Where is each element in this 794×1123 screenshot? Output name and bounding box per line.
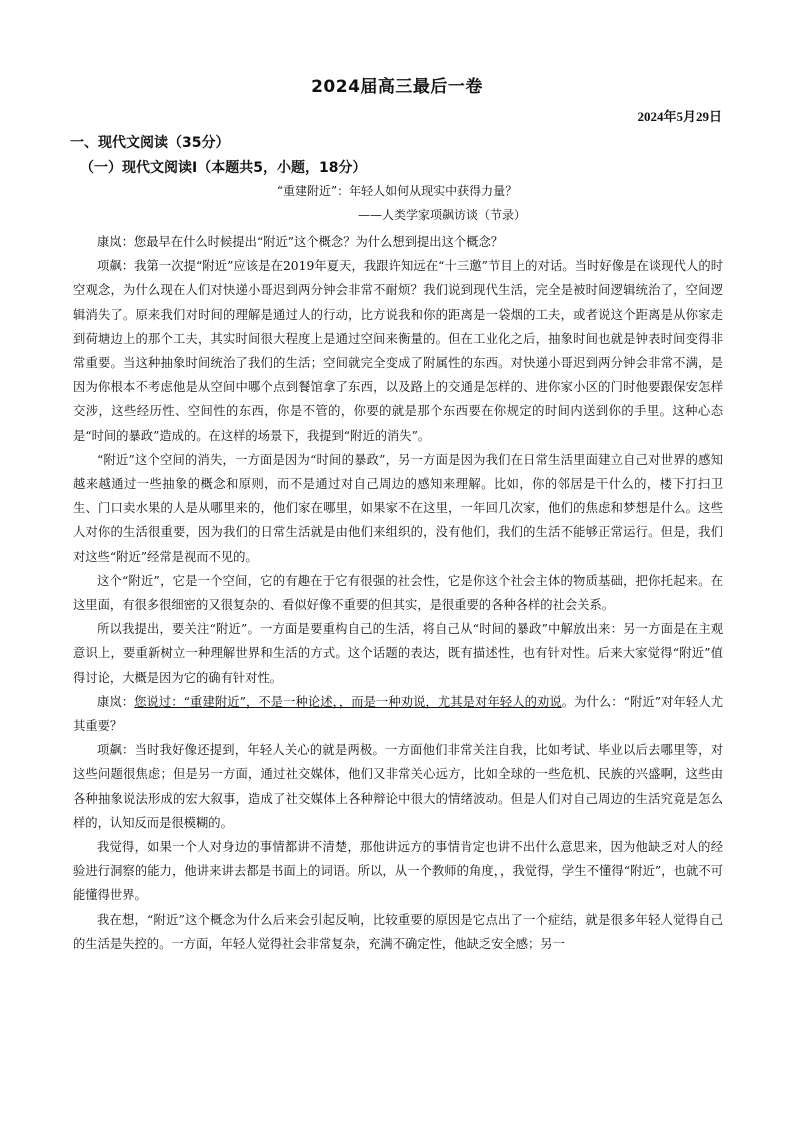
- article-title: “重建附近”：年轻人如何从现实中获得力量？: [276, 184, 518, 198]
- underlined-quote: 您说过：“重建附近”，不是一种论述，，而是一种劝说，尤其是对年轻人的劝说: [134, 694, 562, 709]
- subsection-heading-reading-1: （一）现代文阅读Ⅰ（本题共5，小题，18分）: [80, 160, 367, 176]
- paragraph: 康岚：您最早在什么时候提出“附近”这个概念？为什么想到提出这个概念？: [97, 235, 504, 249]
- paragraph-with-underline: [73, 690, 723, 738]
- paragraph: 项飙：当时我好像还提到，年轻人关心的就是两极。一方面他们非常关注自我，比如考试、毕业以后去哪里等，对这些问题很焦虑；但是另一方面，通过社交媒体，他们又非常关心远方，比如全球的一些危机、民族的兴盛啊，这些由各种抽象说法形成的宏大叙事，造成了社交媒体上各种辩论中很大的情绪波动。但是人们对自己周边的生活究竟是怎么样的，认知反而是很模糊的。: [73, 743, 723, 830]
- article-body: [73, 230, 723, 956]
- exam-date: 2024年5月29日: [637, 109, 722, 124]
- exam-title: 2024届高三最后一卷: [311, 77, 483, 97]
- paragraph: 我觉得，如果一个人对身边的事情都讲不清楚，那他讲远方的事情肯定也讲不出什么意思来，因为他缺乏对人的经验进行洞察的能力，他讲来讲去都是书面上的词语。所以，从一个教师的角度，，我觉得，学生不懂得“附近”，也就不可能懂得世界。: [73, 840, 723, 903]
- paragraph: 所以我提出，要关注“附近”。一方面是要重构自己的生活，将自己从“时间的暴政”中解放出来：另一方面是在主观意识上，要重新树立一种理解世界和生活的方式。这个话题的表达，既有描述性，也有针对性。后来大家觉得“附近”值得讨论，大概是因为它的确有针对性。: [73, 622, 723, 685]
- paragraph: 项飙：我第一次提“附近”应该是在2019年夏天，我跟许知远在“十三邀”节目上的对话。当时好像是在谈现代人的时空观念，为什么现在人们对快递小哥迟到两分钟会非常不耐烦？我们说到现代生活，完全是被时间逻辑统治了，空间逻辑消失了。原来我们对时间的理解是通过人的行动，比方说我和你的距离是一袋烟的工夫，或者说这个距离是从你家走到荷塘边上的那个工夫，其实时间很大程度上是通过空间来衡量的。但在工业化之后，抽象时间也就是钟表时间变得非常重要。当这种抽象时间统治了我们的生活；空间就完全变成了附属性的东西。对快递小哥迟到两分钟会非常不满，是因为你根本不考虑他是从空间中哪个点到餐馆拿了东西，以及路上的交通是怎样的、进你家小区的门时他要跟保安怎样交涉，这些经历性、空间性的东西，你是不管的，你要的就是那个东西要在你规定的时间内送到你的手里。这种心态是“时间的暴政”造成的。在这样的场景下，我提到“附近的消失”。: [73, 259, 723, 443]
- paragraph: 这个“附近”，它是一个空间，它的有趣在于它有很强的社会性，它是你这个社会主体的物质基础，把你托起来。在这里面，有很多很细密的又很复杂的、看似好像不重要的但其实，是很重要的各种各样的社会关系。: [73, 573, 723, 613]
- section-heading-modern-reading: 一、现代文阅读（35分）: [70, 135, 230, 151]
- article-subtitle: ——人类学家项飙访谈（节录）: [357, 208, 526, 222]
- speaker-label: 康岚：: [97, 694, 135, 709]
- question-text: 。为什么：“附近”对年轻人尤其重要？: [73, 694, 723, 734]
- paragraph: “附近”这个空间的消失，一方面是因为“时间的暴政”，另一方面是因为我们在日常生活里面建立自己对世界的感知越来越通过一些抽象的概念和原则，而不是通过对自己周边的感知来理解。比如，你的邻居是干什么的，楼下打扫卫生、门口卖水果的人是从哪里来的，他们家在哪里，如果家不在这里，一年回几次家，他们的焦虑和梦想是什么。这些人对你的生活很重要，因为我们的日常生活就是由他们来组织的，没有他们，我们的生活不能够正常运行。但是，我们对这些“附近”经常是视而不见的。: [73, 452, 723, 564]
- paragraph: 我在想，“附近”这个概念为什么后来会引起反响，比较重要的原因是它点出了一个症结，就是很多年轻人觉得自己的生活是失控的。一方面，年轻人觉得社会非常复杂，充满不确定性，他缺乏安全感；另一: [73, 912, 723, 951]
